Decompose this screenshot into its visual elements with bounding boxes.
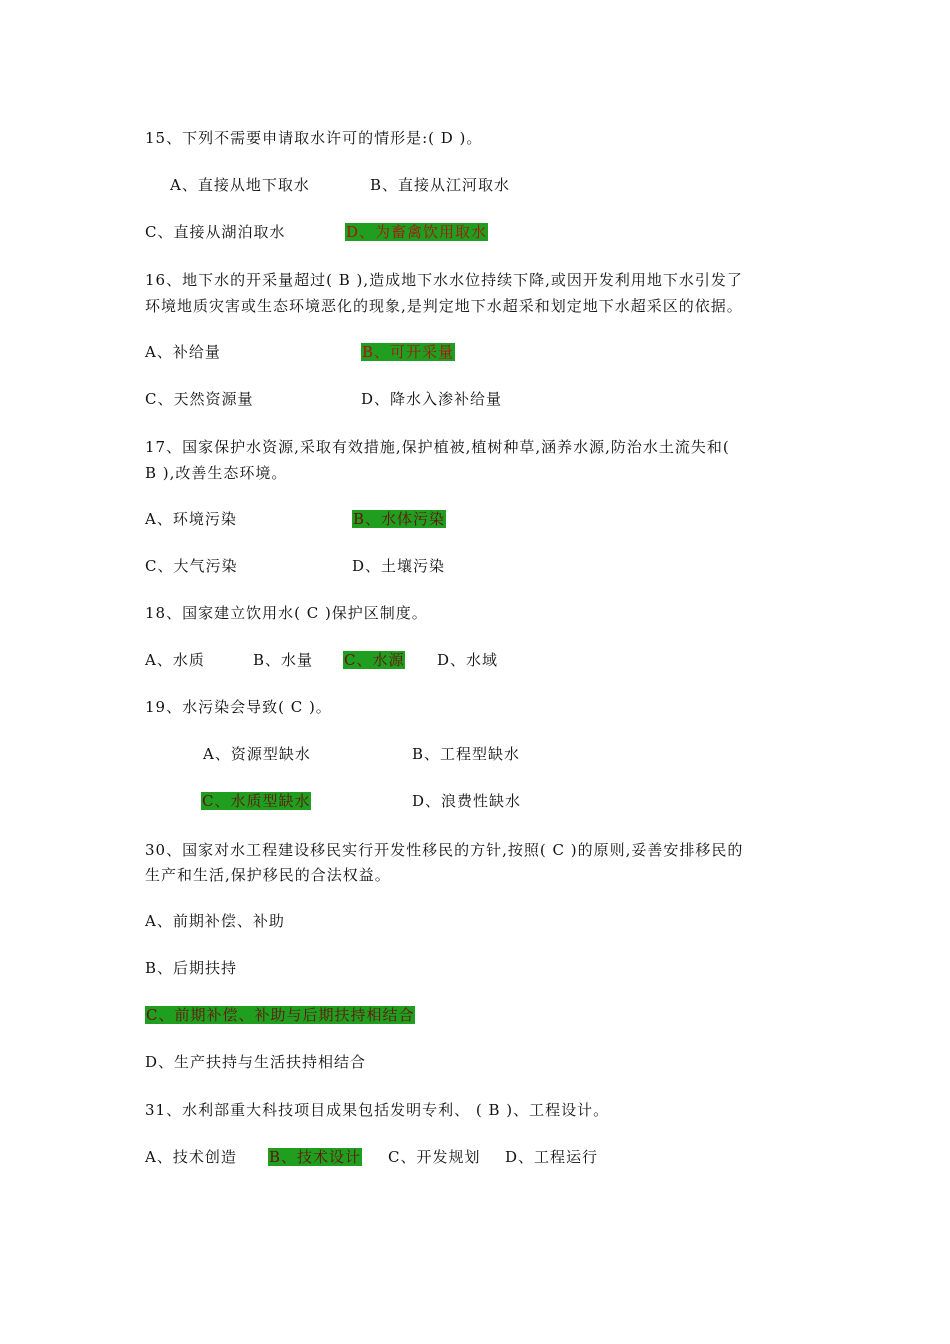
question-30-option-d: D、生产扶持与生活扶持相结合: [145, 1053, 367, 1071]
question-19-option-c-wrap: [201, 790, 311, 812]
question-15-option-c: C、直接从湖泊取水: [145, 223, 286, 241]
question-31-stem: 31、水利部重大科技项目成果包括发明专利、 ( B )、工程设计。: [145, 1101, 610, 1119]
question-17-option-c: C、大气污染: [145, 557, 238, 575]
question-30-option-b: B、后期扶持: [145, 959, 238, 977]
question-17-option-b-answer: B、水体污染: [353, 510, 446, 528]
question-15-option-d-wrap: [345, 221, 488, 243]
question-16-option-d: D、降水入渗补给量: [361, 390, 503, 408]
question-16-option-b-answer: B、可开采量: [362, 343, 455, 361]
question-17-stem-line-1: 17、国家保护水资源,采取有效措施,保护植被,植树种草,涵养水源,防治水土流失和(: [145, 438, 730, 456]
question-15-stem: 15、下列不需要申请取水许可的情形是:( D )。: [145, 129, 483, 147]
question-18-option-c-wrap: [343, 649, 405, 671]
question-30-stem-line-1: 30、国家对水工程建设移民实行开发性移民的方针,按照( C )的原则,妥善安排移民的: [145, 841, 744, 859]
question-31-option-b-wrap: [268, 1146, 362, 1168]
question-18-option-b: B、水量: [253, 651, 314, 669]
question-17-option-b-wrap: [352, 508, 446, 530]
question-17-stem-line-2: B ),改善生态环境。: [145, 464, 288, 482]
question-19-stem: 19、水污染会导致( C )。: [145, 698, 332, 716]
question-19-option-c-answer: C、水质型缺水: [202, 792, 311, 810]
question-17-option-d: D、土壤污染: [352, 557, 446, 575]
question-16-option-c: C、天然资源量: [145, 390, 254, 408]
question-16-stem-line-2: 环境地质灾害或生态环境恶化的现象,是判定地下水超采和划定地下水超采区的依据。: [145, 297, 743, 315]
question-30-option-c-wrap: [145, 1004, 415, 1026]
question-19-option-d: D、浪费性缺水: [412, 792, 522, 810]
question-18-option-d: D、水域: [437, 651, 499, 669]
question-30-option-c-answer: C、前期补偿、补助与后期扶持相结合: [146, 1006, 415, 1024]
question-16-stem-line-1: 16、地下水的开采量超过( B ),造成地下水水位持续下降,或因开发利用地下水引发了: [145, 271, 743, 289]
question-19-option-b: B、工程型缺水: [412, 745, 521, 763]
question-16-option-b-wrap: [361, 341, 455, 363]
question-31-option-c: C、开发规划: [388, 1148, 481, 1166]
question-30-stem-line-2: 生产和生活,保护移民的合法权益。: [145, 866, 391, 884]
question-31-option-d: D、工程运行: [505, 1148, 599, 1166]
question-17-option-a: A、环境污染: [145, 510, 237, 528]
question-15-option-a: A、直接从地下取水: [170, 176, 310, 194]
question-31-option-b-answer: B、技术设计: [269, 1148, 362, 1166]
question-18-stem: 18、国家建立饮用水( C )保护区制度。: [145, 604, 428, 622]
question-15-option-d-answer: D、为畜禽饮用取水: [346, 223, 488, 241]
question-18-option-a: A、水质: [145, 651, 205, 669]
question-30-option-a: A、前期补偿、补助: [145, 912, 285, 930]
question-31-option-a: A、技术创造: [145, 1148, 237, 1166]
question-15-option-b: B、直接从江河取水: [370, 176, 511, 194]
question-18-option-c-answer: C、水源: [344, 651, 405, 669]
question-16-option-a: A、补给量: [145, 343, 221, 361]
question-19-option-a: A、资源型缺水: [203, 745, 311, 763]
